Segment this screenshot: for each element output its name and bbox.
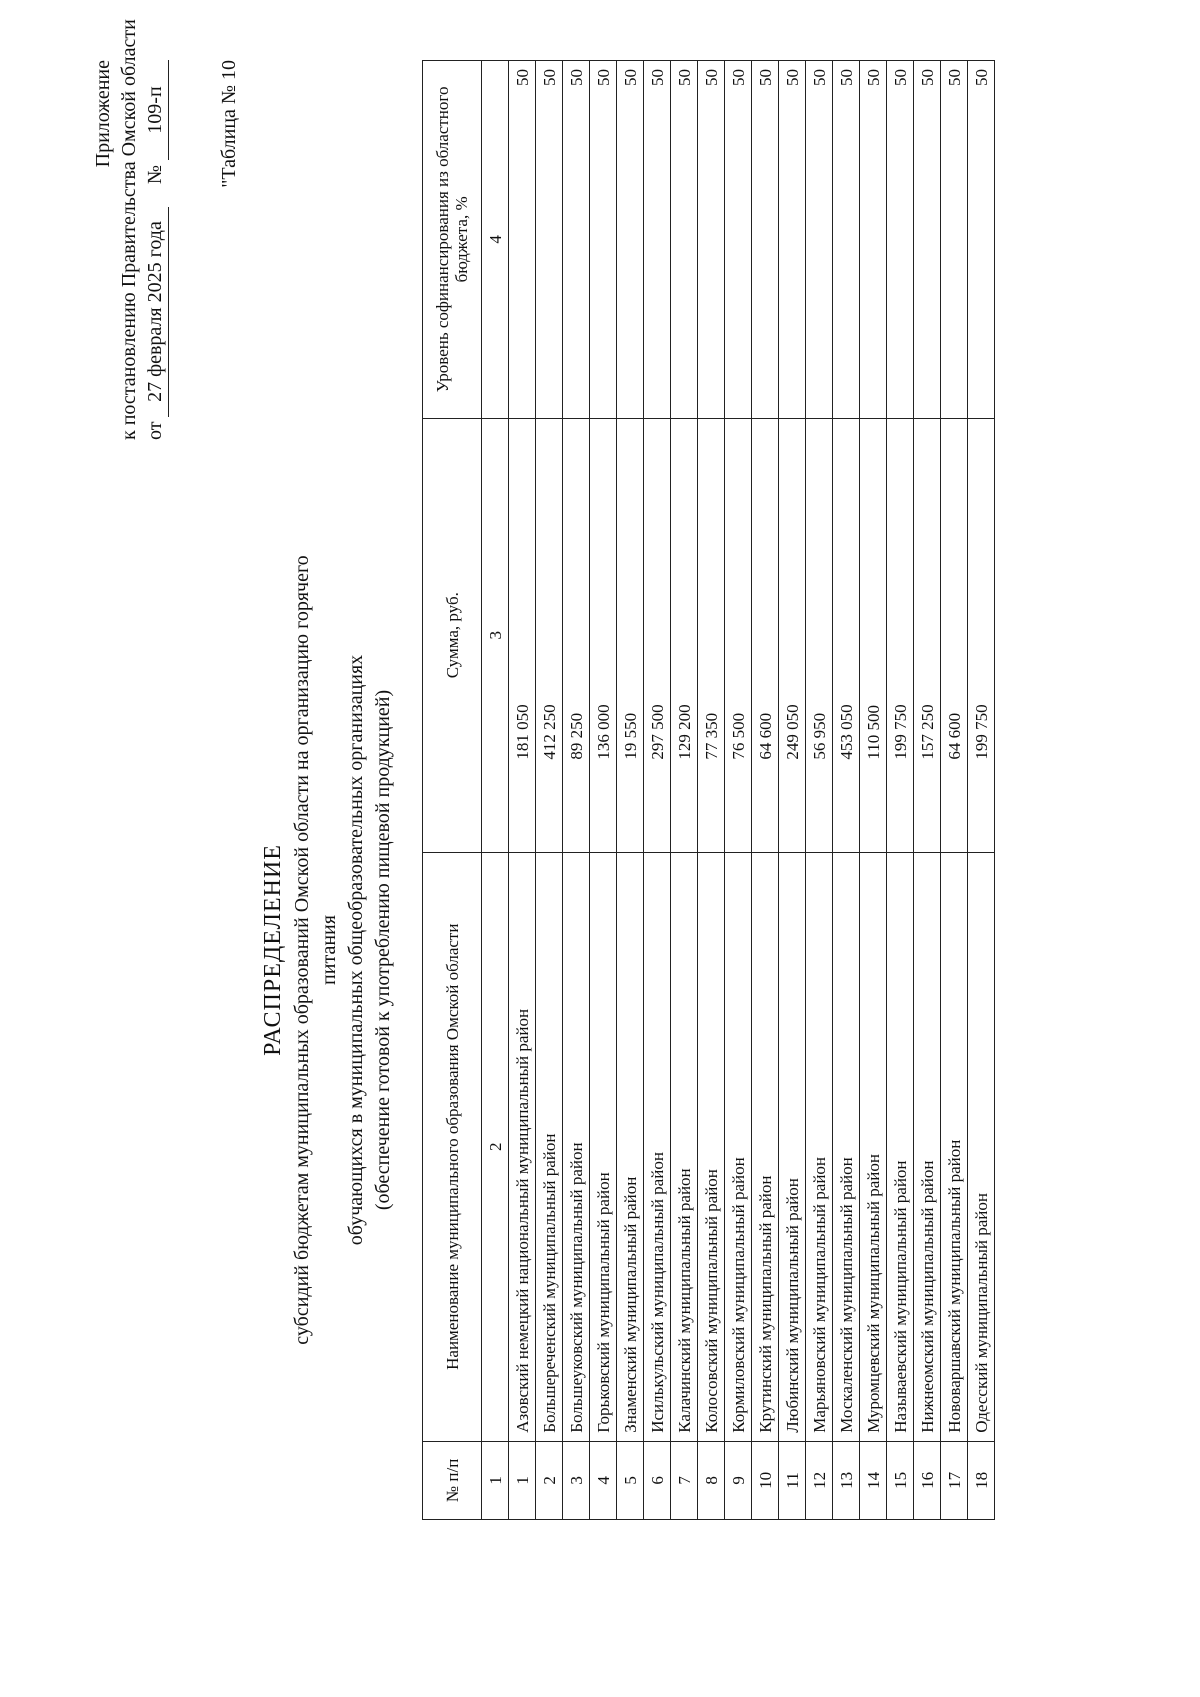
title-line-2: обучающихся в муниципальных общеобразовательных организациях: [345, 654, 367, 1246]
subsidy-sum: 110 500: [860, 418, 887, 852]
cofinancing-level: 50: [914, 61, 941, 419]
subsidy-sum: 199 750: [887, 418, 914, 852]
column-number: 2: [482, 852, 509, 1441]
subsidy-sum: 77 350: [698, 418, 725, 852]
table-row: [860, 61, 887, 1520]
row-number: 18: [968, 1441, 995, 1519]
subsidy-sum: 64 600: [941, 418, 968, 852]
table-row: [563, 61, 590, 1520]
table-row: [536, 61, 563, 1520]
municipality-name: Кормиловский муниципальный район: [725, 852, 752, 1441]
table-row: [752, 61, 779, 1520]
cofinancing-level: 50: [833, 61, 860, 419]
table-row: [779, 61, 806, 1520]
cofinancing-level: 50: [725, 61, 752, 419]
cofinancing-level: 50: [887, 61, 914, 419]
subsidy-sum: 89 250: [563, 418, 590, 852]
row-number: 2: [536, 1441, 563, 1519]
subsidy-sum: 199 750: [968, 418, 995, 852]
row-number: 6: [644, 1441, 671, 1519]
cofinancing-level: 50: [617, 61, 644, 419]
municipality-name: Марьяновский муниципальный район: [806, 852, 833, 1441]
column-number: 1: [482, 1441, 509, 1519]
appendix-date-number-line: [142, 60, 169, 440]
header-level: Уровень софинансирования из областного бюджета, %: [423, 61, 482, 419]
table-row: [590, 61, 617, 1520]
table-row: [968, 61, 995, 1520]
cofinancing-level: 50: [536, 61, 563, 419]
table-row: [671, 61, 698, 1520]
column-numbering-row: [482, 61, 509, 1520]
document-title: [260, 530, 397, 1370]
appendix-decree-line: к постановлению Правительства Омской области: [118, 19, 140, 440]
subsidy-sum: 136 000: [590, 418, 617, 852]
row-number: 7: [671, 1441, 698, 1519]
municipality-name: Горьковский муниципальный район: [590, 852, 617, 1441]
cofinancing-level: 50: [752, 61, 779, 419]
municipality-name: Одесский муниципальный район: [968, 852, 995, 1441]
date-prefix: от: [144, 421, 166, 440]
table-header-row: [423, 61, 482, 1520]
subsidy-sum: 297 500: [644, 418, 671, 852]
title-line-1: субсидий бюджетам муниципальных образований Омской области на организацию горячего питания: [291, 555, 340, 1345]
table-row: [617, 61, 644, 1520]
appendix-header: [90, 19, 169, 440]
cofinancing-level: 50: [698, 61, 725, 419]
table-row: [698, 61, 725, 1520]
row-number: 9: [725, 1441, 752, 1519]
municipality-name: Колосовский муниципальный район: [698, 852, 725, 1441]
subsidy-sum: 412 250: [536, 418, 563, 852]
municipality-name: Знаменский муниципальный район: [617, 852, 644, 1441]
municipality-name: Муромцевский муниципальный район: [860, 852, 887, 1441]
cofinancing-level: 50: [968, 61, 995, 419]
row-number: 3: [563, 1441, 590, 1519]
row-number: 5: [617, 1441, 644, 1519]
cofinancing-level: 50: [644, 61, 671, 419]
row-number: 17: [941, 1441, 968, 1519]
subsidy-sum: 181 050: [509, 418, 536, 852]
cofinancing-level: 50: [509, 61, 536, 419]
header-sum: Сумма, руб.: [423, 418, 482, 852]
table-number-label: "Таблица № 10: [218, 60, 240, 188]
row-number: 1: [509, 1441, 536, 1519]
header-number: № п/п: [423, 1441, 482, 1519]
row-number: 8: [698, 1441, 725, 1519]
title-main: РАСПРЕДЕЛЕНИЕ: [260, 844, 286, 1056]
cofinancing-level: 50: [941, 61, 968, 419]
row-number: 15: [887, 1441, 914, 1519]
decree-number: 109-п: [142, 60, 169, 160]
column-number: 3: [482, 418, 509, 852]
subsidy-sum: 76 500: [725, 418, 752, 852]
table-row: [644, 61, 671, 1520]
municipality-name: Москаленский муниципальный район: [833, 852, 860, 1441]
distribution-table: [422, 60, 995, 1520]
subsidy-sum: 19 550: [617, 418, 644, 852]
decree-date: 27 февраля 2025 года: [142, 207, 169, 417]
table-row: [914, 61, 941, 1520]
row-number: 12: [806, 1441, 833, 1519]
appendix-label: Приложение: [92, 60, 114, 168]
municipality-name: Называевский муниципальный район: [887, 852, 914, 1441]
municipality-name: Калачинский муниципальный район: [671, 852, 698, 1441]
row-number: 14: [860, 1441, 887, 1519]
subsidy-sum: 129 200: [671, 418, 698, 852]
row-number: 10: [752, 1441, 779, 1519]
subsidy-sum: 157 250: [914, 418, 941, 852]
municipality-name: Большереченский муниципальный район: [536, 852, 563, 1441]
subsidy-sum: 56 950: [806, 418, 833, 852]
municipality-name: Большеуковский муниципальный район: [563, 852, 590, 1441]
document-page: [90, 19, 1100, 1520]
cofinancing-level: 50: [806, 61, 833, 419]
municipality-name: Азовский немецкий национальный муниципальный район: [509, 852, 536, 1441]
row-number: 4: [590, 1441, 617, 1519]
cofinancing-level: 50: [860, 61, 887, 419]
municipality-name: Исилькульский муниципальный район: [644, 852, 671, 1441]
cofinancing-level: 50: [590, 61, 617, 419]
table-row: [833, 61, 860, 1520]
table-row: [509, 61, 536, 1520]
header-municipality: Наименование муниципального образования Омской области: [423, 852, 482, 1441]
row-number: 13: [833, 1441, 860, 1519]
cofinancing-level: 50: [671, 61, 698, 419]
subsidy-sum: 64 600: [752, 418, 779, 852]
number-prefix: №: [144, 165, 166, 185]
row-number: 11: [779, 1441, 806, 1519]
municipality-name: Любинский муниципальный район: [779, 852, 806, 1441]
column-number: 4: [482, 61, 509, 419]
title-line-3: (обеспечение готовой к употреблению пищевой продукцией): [372, 689, 394, 1211]
municipality-name: Крутинский муниципальный район: [752, 852, 779, 1441]
cofinancing-level: 50: [563, 61, 590, 419]
cofinancing-level: 50: [779, 61, 806, 419]
row-number: 16: [914, 1441, 941, 1519]
municipality-name: Нижнеомский муниципальный район: [914, 852, 941, 1441]
table-row: [887, 61, 914, 1520]
subsidy-sum: 453 050: [833, 418, 860, 852]
subsidy-sum: 249 050: [779, 418, 806, 852]
table-row: [941, 61, 968, 1520]
municipality-name: Нововаршавский муниципальный район: [941, 852, 968, 1441]
table-row: [725, 61, 752, 1520]
table-row: [806, 61, 833, 1520]
